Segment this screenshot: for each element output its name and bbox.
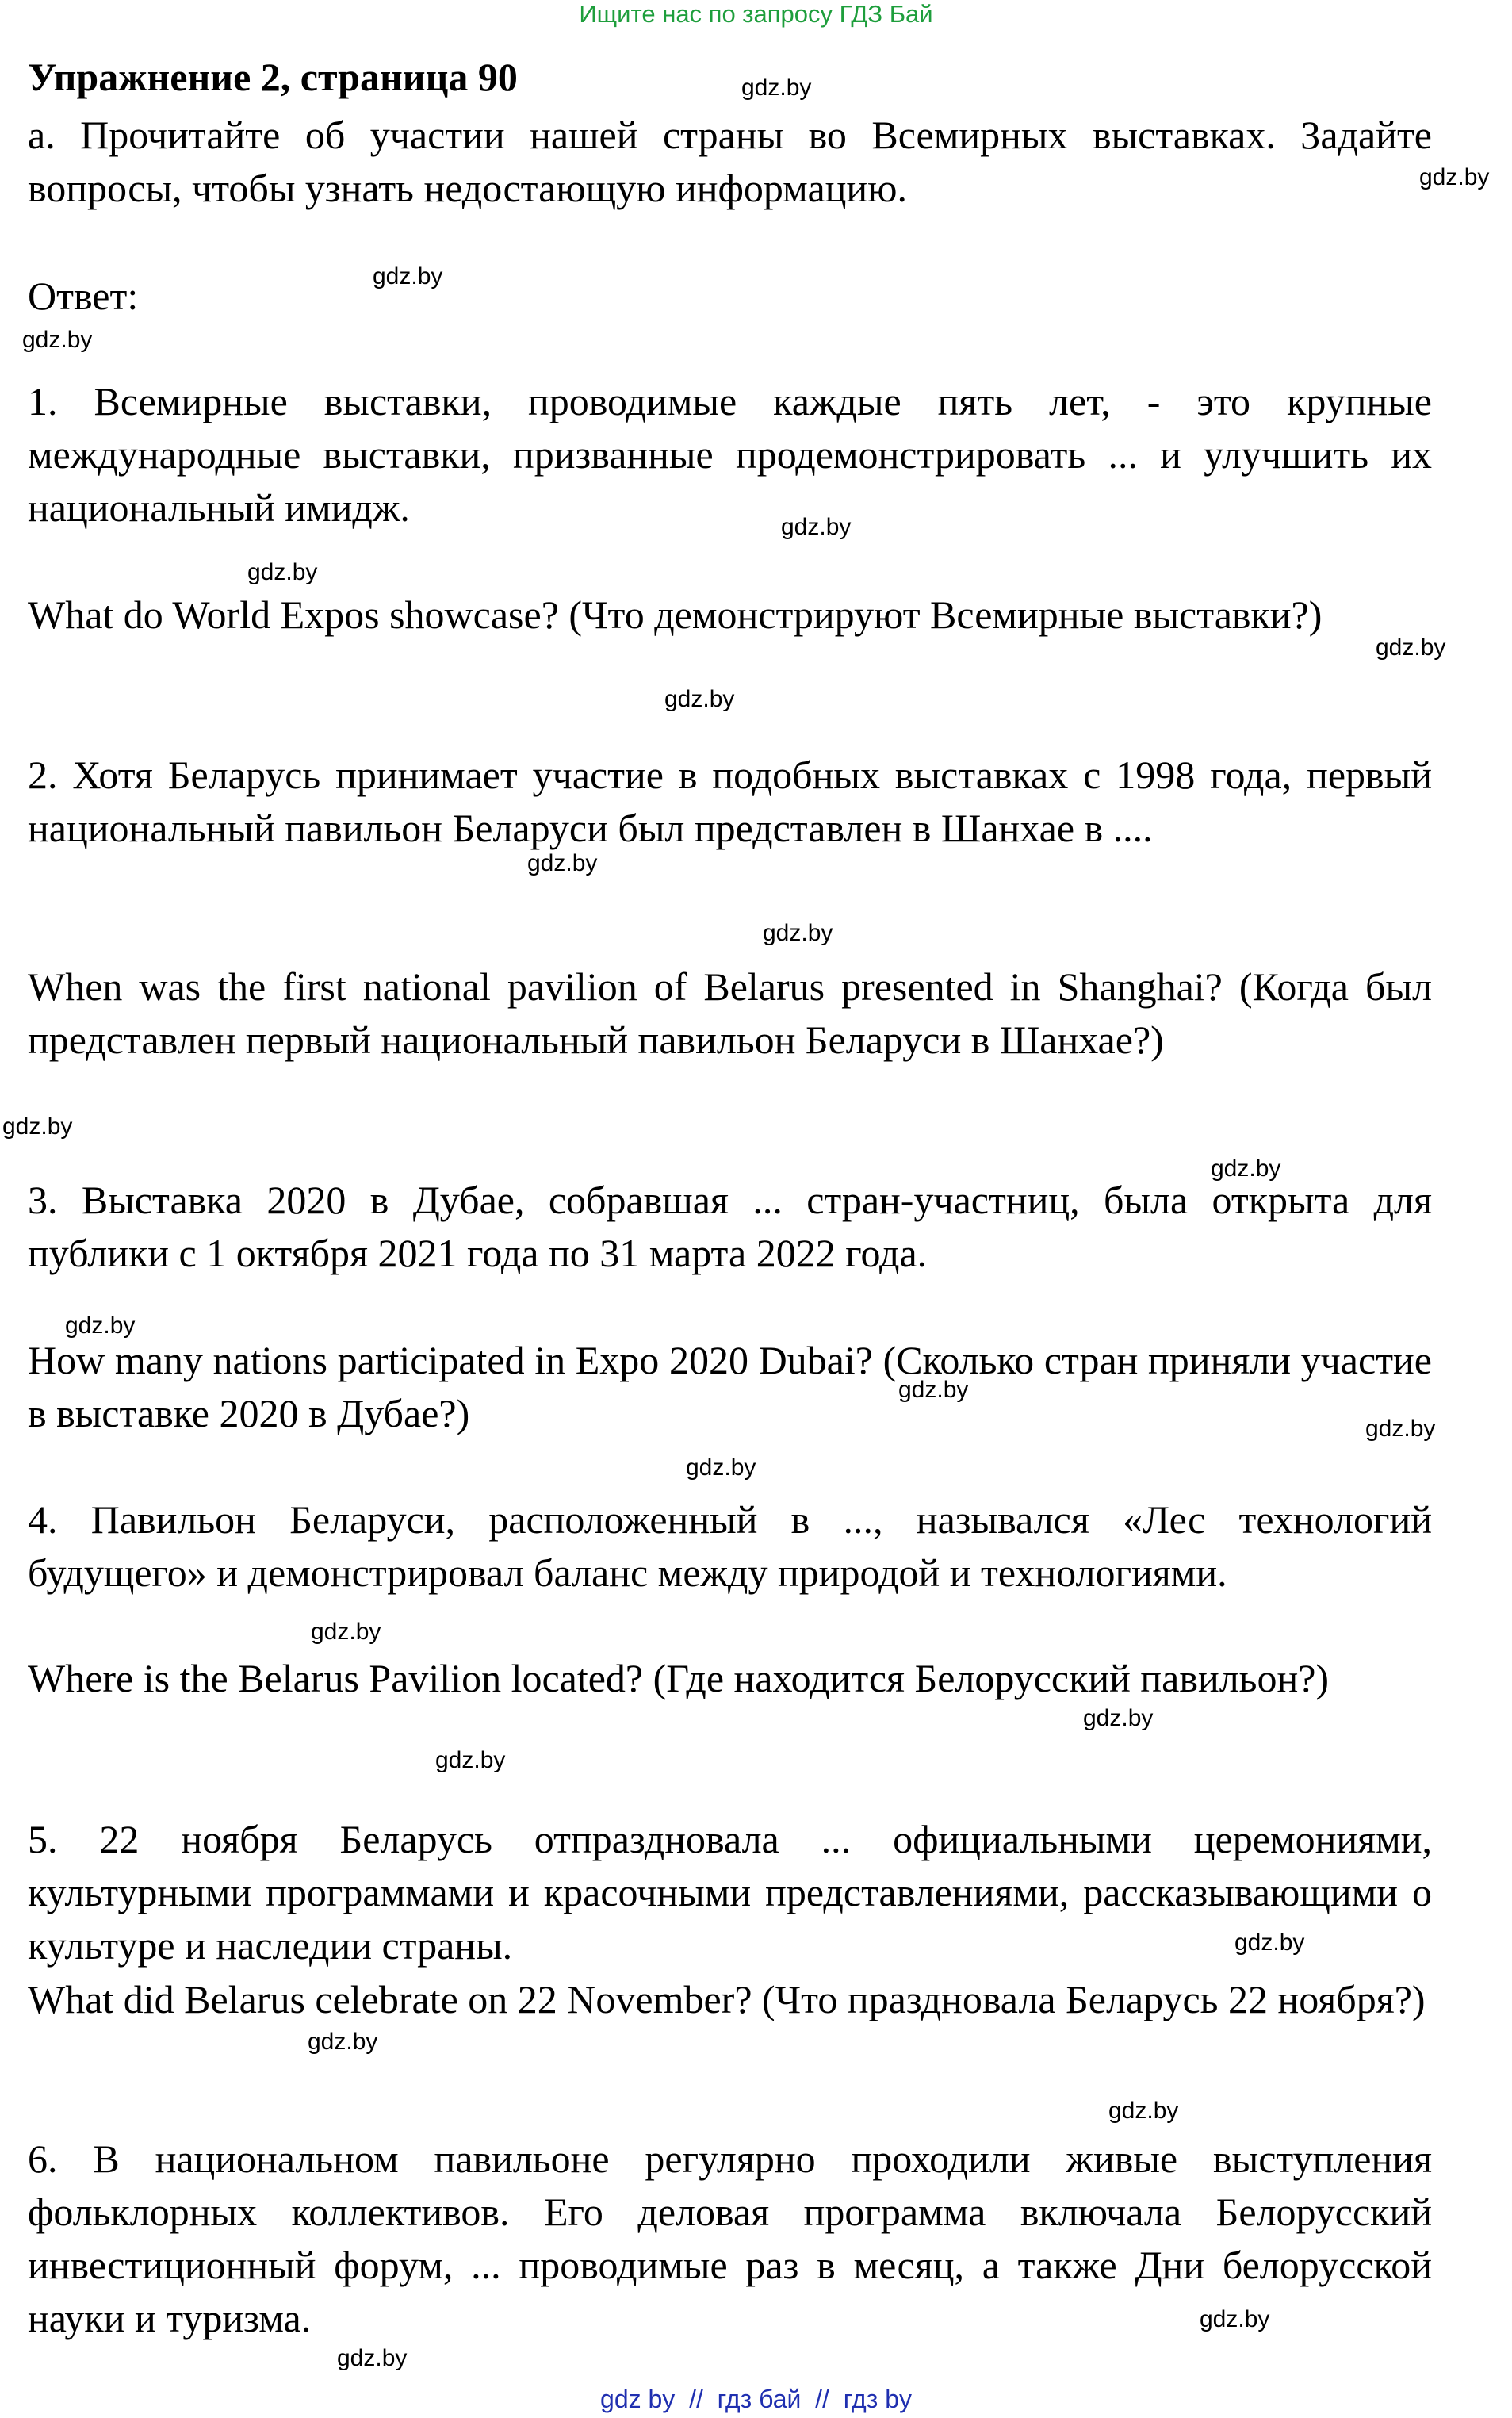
item-2-question: When was the first national pavilion of Belarus presented in Shanghai? (Когда был представлен первый национальный павильон Беларуси в Шанхае?) <box>28 964 1432 1062</box>
watermark: gdz.by <box>898 1377 969 1403</box>
watermark: gdz.by <box>373 263 443 289</box>
watermark: gdz.by <box>308 2029 378 2055</box>
footer-links-text: gdz by // гдз бай // гдз by <box>600 2385 912 2413</box>
item-3-question: How many nations participated in Expo 2020 Dubai? (Сколько стран приняли участие в выставке 2020 в Дубае?) <box>28 1338 1432 1435</box>
watermark: gdz.by <box>527 850 598 876</box>
item-4-question: Where is the Belarus Pavilion located? (Где находится Белорусский павильон?) <box>28 1656 1330 1700</box>
watermark: gdz.by <box>435 1747 506 1773</box>
watermark: gdz.by <box>1365 1416 1436 1442</box>
watermark: gdz.by <box>781 514 852 540</box>
exercise-title: Упражнение 2, страница 90 <box>28 55 518 99</box>
watermark: gdz.by <box>2 1113 73 1140</box>
watermark: gdz.by <box>763 920 833 946</box>
task-text: а. Прочитайте об участии нашей страны во Всемирных выставках. Задайте вопросы, чтобы узнать недостающую информацию. <box>28 113 1432 210</box>
watermark: gdz.by <box>686 1454 756 1481</box>
watermark: gdz.by <box>664 686 735 712</box>
footer-links <box>0 2383 1512 2415</box>
watermark: gdz.by <box>311 1619 381 1645</box>
item-2-statement: 2. Хотя Беларусь принимает участие в подобных выставках с 1998 года, первый национальный павильон Беларуси был представлен в Шанхае в .... <box>28 753 1432 850</box>
watermark: gdz.by <box>65 1312 136 1339</box>
watermark: gdz.by <box>1083 1705 1154 1731</box>
watermark: gdz.by <box>247 559 318 585</box>
item-3-statement: 3. Выставка 2020 в Дубае, собравшая ... стран-участниц, была открыта для публики с 1 октября 2021 года по 31 марта 2022 года. <box>28 1178 1432 1275</box>
watermark: gdz.by <box>741 75 812 101</box>
item-4-statement: 4. Павильон Беларуси, расположенный в ..., назывался «Лес технологий будущего» и демонстрировал баланс между природой и технологиями. <box>28 1497 1432 1595</box>
watermark: gdz.by <box>1234 1929 1305 1956</box>
watermark: gdz.by <box>1200 2306 1270 2332</box>
item-5-question: What did Belarus celebrate on 22 November? (Что праздновала Беларусь 22 ноября?) <box>28 1977 1426 2021</box>
item-1-question: What do World Expos showcase? (Что демонстрируют Всемирные выставки?) <box>28 592 1323 637</box>
item-1-statement: 1. Всемирные выставки, проводимые каждые пять лет, - это крупные международные выставки, призванные продемонстрировать ... и улучшить их национальный имидж. <box>28 379 1432 530</box>
watermark: gdz.by <box>1419 164 1490 190</box>
answer-label: Ответ: <box>28 274 139 318</box>
watermark: gdz.by <box>1376 634 1446 661</box>
item-5-statement: 5. 22 ноября Беларусь отпраздновала ... официальными церемониями, культурными программами и красочными представлениями, рассказывающими о культуре и наследии страны. <box>28 1817 1432 1968</box>
top-banner: Ищите нас по запросу ГДЗ Бай <box>579 0 933 28</box>
watermark: gdz.by <box>1108 2098 1179 2124</box>
watermark: gdz.by <box>1211 1155 1281 1182</box>
watermark: gdz.by <box>22 327 93 353</box>
watermark: gdz.by <box>337 2345 408 2371</box>
item-6-statement: 6. В национальном павильоне регулярно проходили живые выступления фольклорных коллективов. Его деловая программа включала Белорусский инвестиционный форум, ... проводимые раз в месяц, а также Дни белорусской науки и туризма. <box>28 2136 1432 2340</box>
